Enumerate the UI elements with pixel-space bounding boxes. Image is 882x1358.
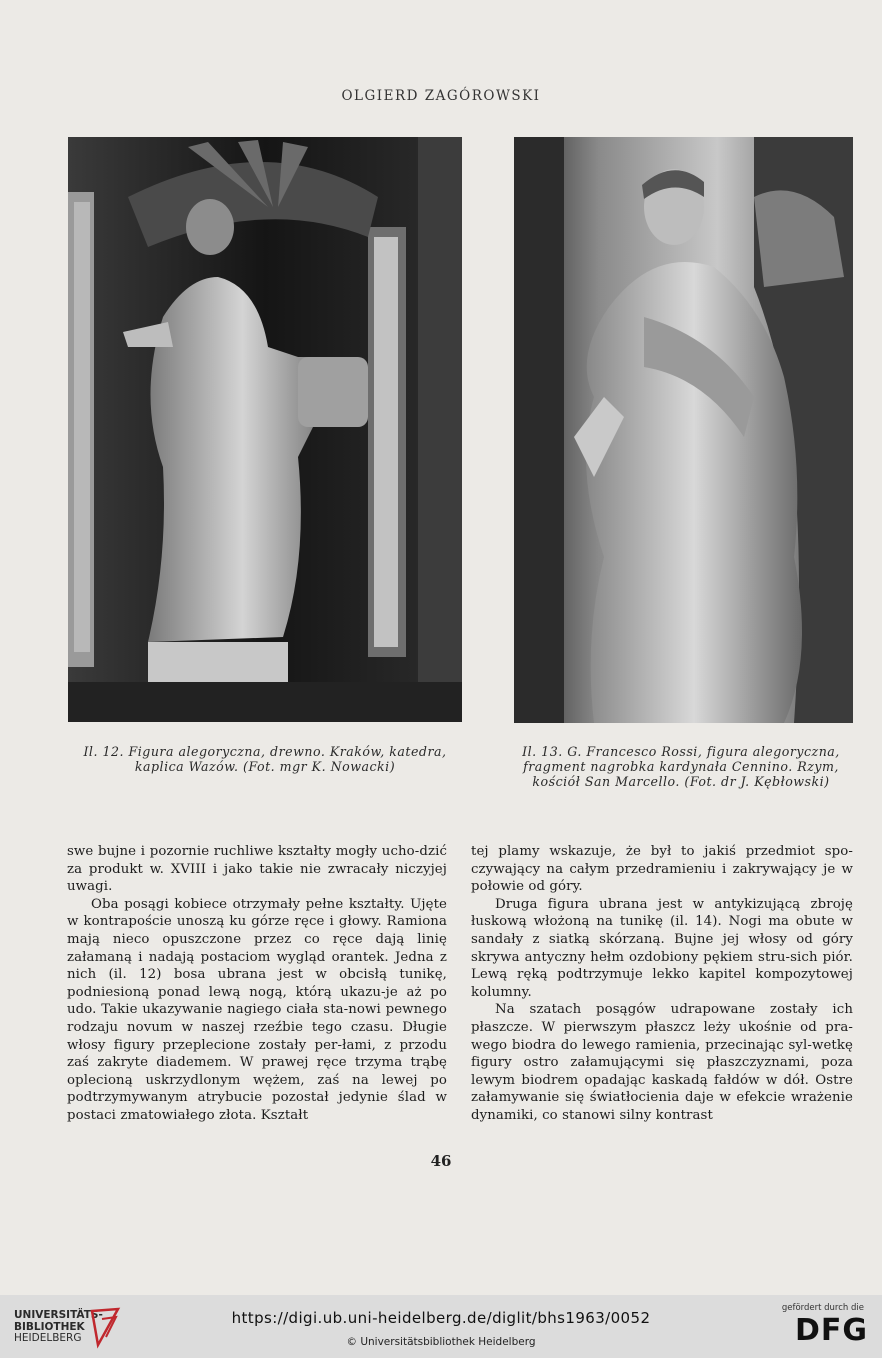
logo-text-line: UNIVERSITÄTS- — [14, 1309, 103, 1321]
caption-line: Il. 12. Figura alegoryczna, drewno. Kraków, katedra, — [83, 744, 447, 759]
caption-line: kościół San Marcello. (Fot. dr J. Kębłowski) — [532, 774, 830, 789]
paragraph: swe bujne i pozornie ruchliwe kształty mogły ucho-dzić za produkt w. XVIII i jako takie nie zwracały niczyjej uwagi. — [67, 844, 447, 895]
funder-label: gefördert durch die — [781, 1303, 864, 1313]
figure-il-13-photo — [514, 137, 853, 723]
caption-line: Il. 13. G. Francesco Rossi, figura alegoryczna, — [522, 744, 840, 759]
figure-caption-il-13 — [505, 744, 857, 789]
paragraph: Na szatach posągów udrapowane zostały ich płaszcze. W pierwszym płaszcz leży ukośnie od pra-wego biodra do lewego ramienia, przecinając syl-wetkę figury ostro załamującymi się płaszczyznami, poza lewym biodrem opadając kaskadą fałdów w dół. Ostre załamywanie się światłocienia daje w efekcie wrażenie dynamiki, co stanowi silny kontrast — [471, 1002, 853, 1123]
allegorical-figure-wood-image — [68, 137, 462, 722]
copyright-notice: © Universitätsbibliothek Heidelberg — [346, 1336, 536, 1348]
running-header: OLGIERD ZAGÓROWSKI — [341, 88, 541, 104]
paragraph: tej plamy wskazuje, że był to jakiś przedmiot spo-czywający na całym przedramieniu i zakrywający je w połowie od góry. — [471, 844, 853, 895]
logo-text-line: HEIDELBERG — [14, 1332, 82, 1344]
caption-line: fragment nagrobka kardynała Cennino. Rzym, — [523, 759, 839, 774]
viewer-footer — [0, 1295, 882, 1358]
caption-line: kaplica Wazów. (Fot. mgr K. Nowacki) — [134, 759, 396, 774]
logo-text-line: BIBLIOTHEK — [14, 1320, 85, 1333]
body-column-left — [67, 843, 447, 1125]
figure-caption-il-12 — [68, 744, 462, 774]
page-number: 46 — [430, 1152, 452, 1170]
paragraph: Druga figura ubrana jest w antykizującą zbroję łuskową włożoną na tunikę (il. 14). Nogi ma obute w sandały z siatką skórzaną. Bujne jej włosy od góry skrywa antyczny hełm ozdobiony pękiem stru-sich piór. Lewą ręką podtrzymuje lekko kapitel kompozytowej kolumny. — [471, 896, 853, 1000]
allegorical-figure-marble-image — [514, 137, 853, 723]
permalink-url[interactable]: https://digi.ub.uni-heidelberg.de/diglit/bhs1963/0052 — [231, 1309, 651, 1327]
dfg-logo[interactable]: DFG — [794, 1313, 868, 1348]
paragraph: Oba posągi kobiece otrzymały pełne kształty. Ujęte w kontrapoście unoszą ku górze ręce i głowy. Ramiona mają nieco opuszczone przez co ręce dają linię załamaną i nadają postaciom wygląd orantek. Jedna z nich (il. 12) bosa ubrana jest w obcisłą tunikę, podniesioną ponad lewą nogą, którą ukazu-je aż po udo. Takie ukazywanie nagiego ciała sta-nowi pewnego rodzaju novum w naszej rzeźbie tego czasu. Długie włosy figury przeplecione zostały per-łami, z przodu zaś zakryte diademem. W prawej ręce trzyma trąbę oplecioną uskrzydlonym wężem, zaś na lewej po podtrzymywanym atrybucie pozostał jedynie ślad w postaci zmatowiałego złota. Kształt — [67, 896, 447, 1123]
figure-il-12-photo — [68, 137, 462, 722]
body-column-right — [471, 843, 853, 1125]
